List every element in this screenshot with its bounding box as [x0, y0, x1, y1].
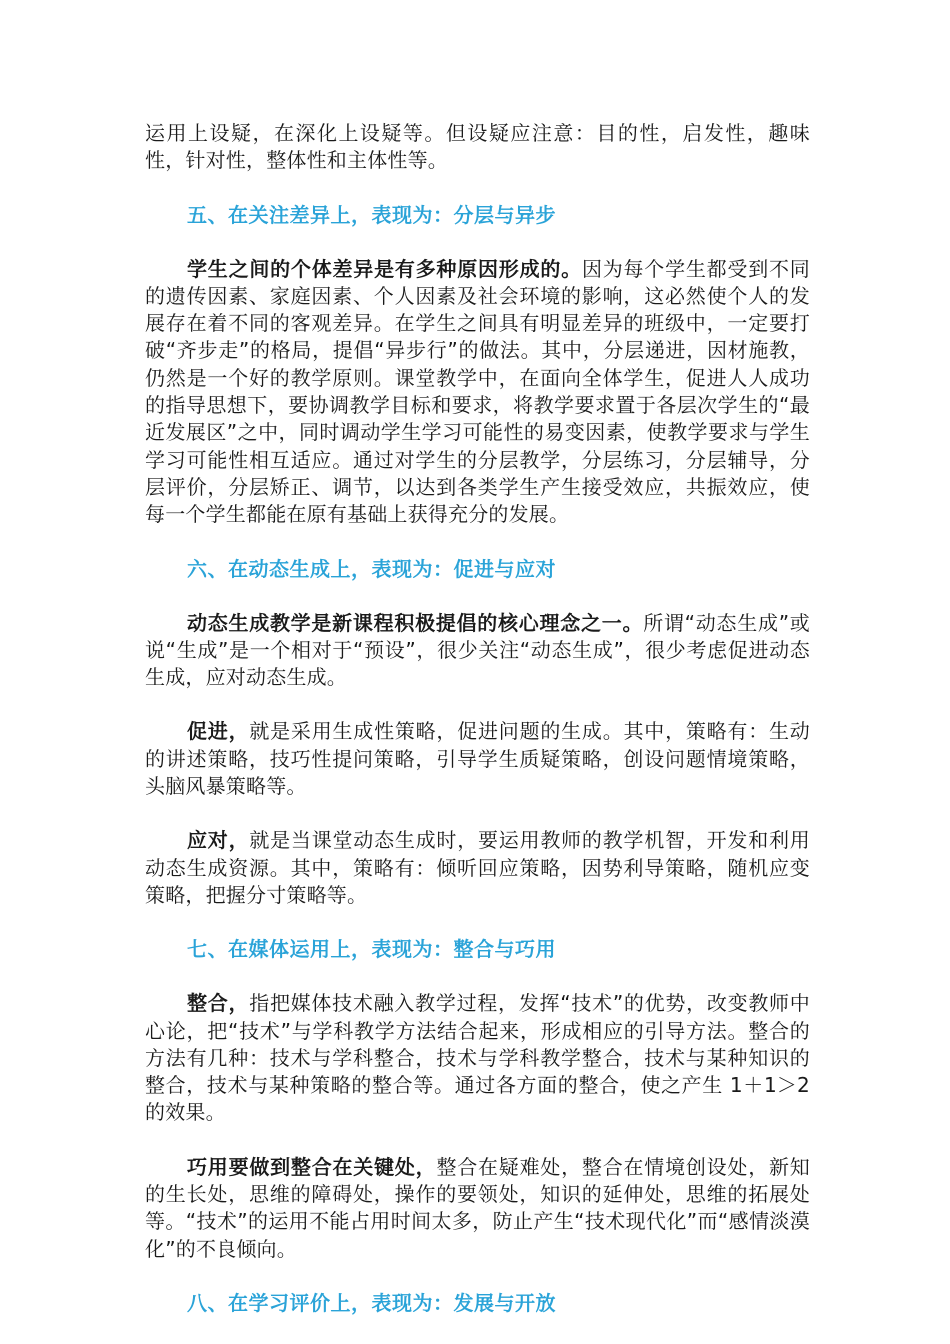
section-5-paragraph	[145, 256, 810, 529]
section-7-paragraph-2	[145, 1154, 810, 1263]
section-5-text: 因为每个学生都受到不同的遗传因素、家庭因素、个人因素及社会环境的影响，这必然使个人的发展存在着不同的客观差异。在学生之间具有明显差异的班级中，一定要打破“齐步走”的格局，提倡“异步行”的做法。其中，分层递进，因材施教，仍然是一个好的教学原则。课堂教学中，在面向全体学生，促进人人成功的指导思想下，要协调教学目标和要求，将教学要求置于各层次学生的“最近发展区”之中，同时调动学生学习可能性的易变因素，使教学要求与学生学习可能性相互适应。通过对学生的分层教学，分层练习，分层辅导，分层评价，分层矫正、调节，以达到各类学生产生接受效应，共振效应，使每一个学生都能在原有基础上获得充分的发展。	[145, 256, 810, 527]
section-7-paragraph-1	[145, 990, 810, 1126]
section-6-paragraph-1	[145, 610, 810, 692]
section-7-text-2: 整合在疑难处，整合在情境创设处，新知的生长处，思维的障碍处，操作的要领处，知识的延伸处，思维的拓展处等。“技术”的运用不能占用时间太多，防止产生“技术现代化”而“感情淡漠化”的不良倾向。	[145, 1154, 810, 1261]
section-5-heading: 五、在关注差异上，表现为：分层与异步	[187, 202, 556, 227]
section-6-text-1: 所谓“动态生成”或说“生成”是一个相对于“预设”，很少关注“动态生成”，很少考虑促进动态生成，应对动态生成。	[145, 610, 810, 690]
section-6-paragraph-2	[145, 718, 810, 800]
section-6-lead: 动态生成教学是新课程积极提倡的核心理念之一。	[187, 610, 644, 635]
integrate-term: 整合，	[187, 991, 250, 1016]
section-6-text-3: 就是当课堂动态生成时，要运用教师的教学机智，开发和利用动态生成资源。其中，策略有：倾听回应策略，因势利导策略，随机应变策略，把握分寸策略等。	[145, 828, 810, 907]
section-6-heading: 六、在动态生成上，表现为：促进与应对	[187, 556, 556, 581]
intro-text: 运用上设疑，在深化上设疑等。但设疑应注意：目的性，启发性，趣味性，针对性，整体性和主体性等。	[145, 121, 810, 173]
promote-term: 促进，	[187, 719, 250, 744]
section-6-text-2: 就是采用生成性策略，促进问题的生成。其中，策略有：生动的讲述策略，技巧性提问策略，引导学生质疑策略，创设问题情境策略，头脑风暴策略等。	[145, 719, 810, 799]
document-page	[145, 120, 810, 1344]
respond-term: 应对，	[187, 828, 250, 853]
clever-use-term: 巧用要做到整合在关键处，	[187, 1154, 437, 1179]
section-7-heading: 七、在媒体运用上，表现为：整合与巧用	[187, 937, 556, 962]
section-6-paragraph-3	[145, 827, 810, 909]
intro-paragraph	[145, 120, 810, 175]
section-8-heading: 八、在学习评价上，表现为：发展与开放	[187, 1290, 556, 1315]
section-7-text-1: 指把媒体技术融入教学过程，发挥“技术”的优势，改变教师中心论，把“技术”与学科教学方法结合起来，形成相应的引导方法。整合的方法有几种：技术与学科整合，技术与学科教学整合，技术与某种知识的整合，技术与某种策略的整合等。通过各方面的整合，使之产生 1＋1＞2 的效果。	[145, 991, 810, 1125]
section-5-lead: 学生之间的个体差异是有多种原因形成的。	[187, 256, 582, 281]
